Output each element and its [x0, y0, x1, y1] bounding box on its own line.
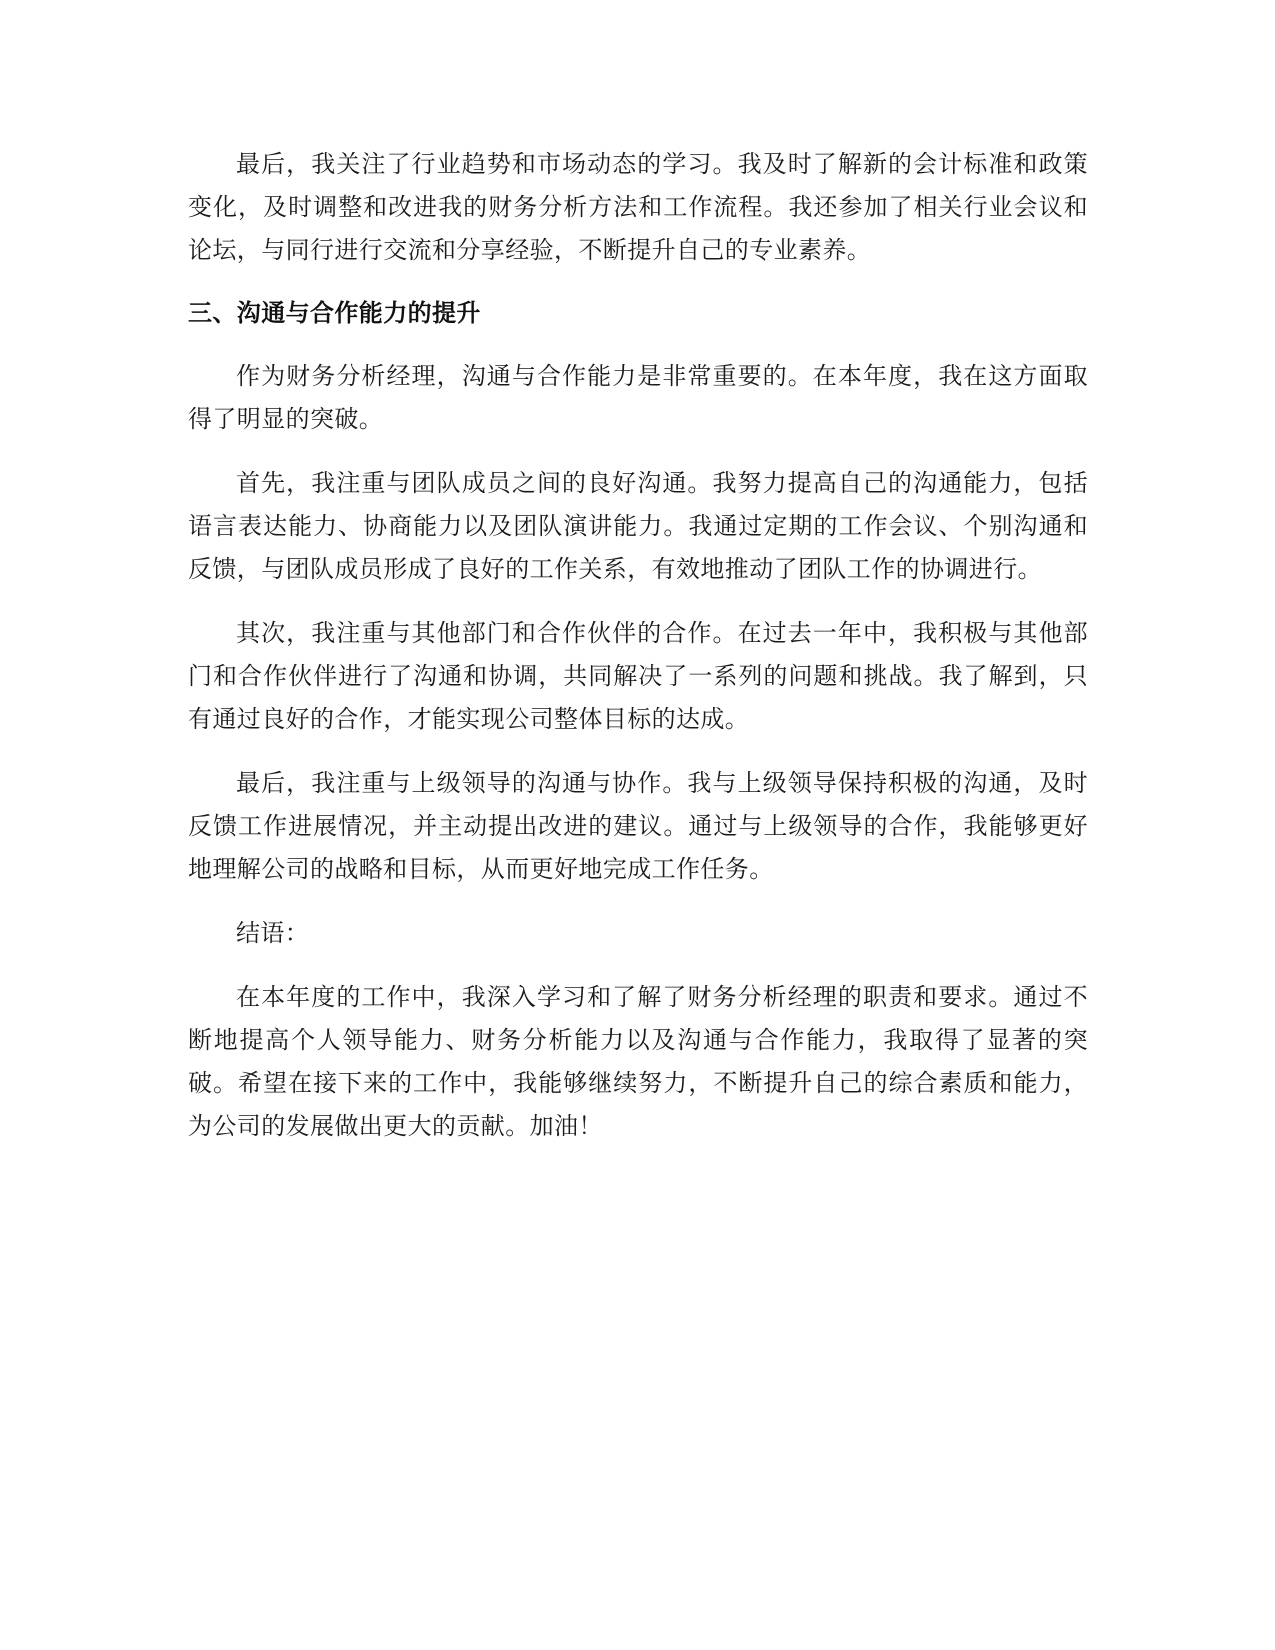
paragraph-intro: 作为财务分析经理，沟通与合作能力是非常重要的。在本年度，我在这方面取得了明显的突破。	[188, 362, 1088, 433]
conclusion-label: 结语：	[236, 919, 310, 947]
paragraph-cross-department: 其次，我注重与其他部门和合作伙伴的合作。在过去一年中，我积极与其他部门和合作伙伴进行了沟通和协调，共同解决了一系列的问题和挑战。我了解到，只有通过良好的合作，才能实现公司整体目标的达成。	[188, 619, 1088, 733]
document-body	[188, 143, 1088, 1169]
paragraph-industry-trends: 最后，我关注了行业趋势和市场动态的学习。我及时了解新的会计标准和政策变化，及时调整和改进我的财务分析方法和工作流程。我还参加了相关行业会议和论坛，与同行进行交流和分享经验，不断提升自己的专业素养。	[188, 150, 1088, 264]
paragraph-leadership-communication: 最后，我注重与上级领导的沟通与协作。我与上级领导保持积极的沟通，及时反馈工作进展情况，并主动提出改进的建议。通过与上级领导的合作，我能够更好地理解公司的战略和目标，从而更好地完成工作任务。	[188, 769, 1088, 883]
paragraph-team-communication: 首先，我注重与团队成员之间的良好沟通。我努力提高自己的沟通能力，包括语言表达能力、协商能力以及团队演讲能力。我通过定期的工作会议、个别沟通和反馈，与团队成员形成了良好的工作关系，有效地推动了团队工作的协调进行。	[188, 469, 1088, 583]
conclusion-paragraph: 在本年度的工作中，我深入学习和了解了财务分析经理的职责和要求。通过不断地提高个人领导能力、财务分析能力以及沟通与合作能力，我取得了显著的突破。希望在接下来的工作中，我能够继续努力，不断提升自己的综合素质和能力，为公司的发展做出更大的贡献。加油！	[188, 983, 1088, 1140]
section-heading: 三、沟通与合作能力的提升	[188, 299, 481, 327]
